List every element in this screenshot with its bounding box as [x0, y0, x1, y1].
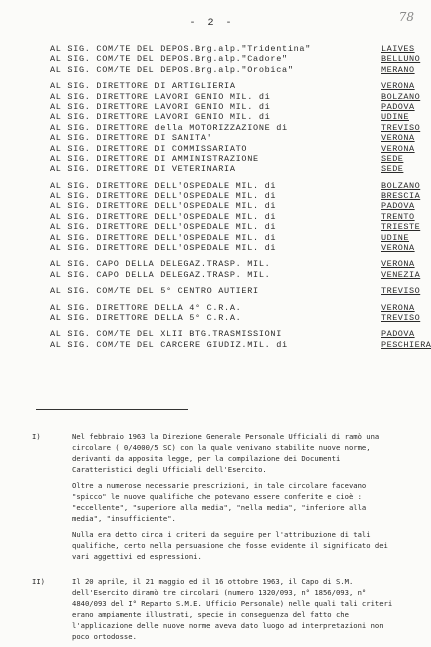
address-row	[50, 222, 424, 232]
destination-city: UDINE	[381, 112, 410, 123]
footnote-number: I)	[32, 432, 41, 441]
address-row	[50, 286, 424, 296]
addressee: AL SIG. COM/TE DEL DEPOS.Brg.alp."Tridentina"	[50, 44, 312, 54]
destination-city: LAIVES	[381, 44, 415, 54]
footnote-paragraph: Il 20 aprile, il 21 maggio ed il 16 ottobre 1963, il Capo di S.M. dell'Esercito diramò tre circolari (numero 1320/093, n° 1856/093, n° 4840/093 del I° Reparto S.M.E. Ufficio Personale) nelle quali tali criteri erano ampiamente illustrati, specie in conseguenza del fatto che l'applicazione delle nuove norme aveva dato luogo ad interpretazioni non poco ortodosse.	[72, 577, 393, 641]
address-row	[50, 303, 424, 313]
handwritten-annotation: 78	[398, 10, 414, 24]
destination-city: VERONA	[381, 133, 415, 144]
destination-city: SEDE	[381, 153, 404, 164]
footnote-paragraph: Oltre a numerose necessarie prescrizioni, in tale circolare facevano "spicco" le nuove qualifiche che potevano essere conferite e cioè : "eccellente", "superiore alla media", "nella media", "inferiore alla media", "insufficiente".	[72, 481, 367, 523]
footnote-paragraph: Nulla era detto circa i criteri da seguire per l'attribuzione di tali qualifiche, certo nella persuasione che fosse evidente il significato dei vari aggettivi ed espressioni.	[72, 530, 388, 561]
address-row	[50, 259, 424, 269]
destination-city: BOLZANO	[381, 180, 421, 191]
address-row	[50, 81, 424, 91]
address-row	[50, 92, 424, 102]
destination-city: PESCHIERA	[381, 339, 431, 350]
addressee: AL SIG. COM/TE DEL 5° CENTRO AUTIERI	[50, 286, 259, 297]
addressee: AL SIG. DIRETTORE DELL'OSPEDALE MIL. di	[50, 201, 277, 212]
addressee: AL SIG. DIRETTORE DELLA 5° C.R.A.	[50, 312, 242, 323]
addressee: AL SIG. DIRETTORE DELL'OSPEDALE MIL. di	[50, 211, 277, 222]
address-row	[50, 144, 424, 154]
footnote-number: II)	[32, 577, 45, 586]
footnote-paragraph: Nel febbraio 1963 la Direzione Generale Personale Ufficiali di ramò una circolare ( 0/4000/5 SC) con la quale venivano stabilite nuove norme, derivanti da apposita legge, per la compilazione dei Documenti Caratteristici degli Ufficiali dell'Esercito.	[72, 432, 380, 474]
destination-city: VERONA	[381, 302, 415, 313]
addressee: AL SIG. DIRETTORE DI ARTIGLIERIA	[50, 81, 236, 92]
addressee: AL SIG. DIRETTORE DI VETERINARIA	[50, 164, 236, 175]
address-row	[50, 201, 424, 211]
destination-city: BRESCIA	[381, 191, 421, 202]
address-row	[50, 164, 424, 174]
address-row	[50, 270, 424, 280]
destination-city: TRIESTE	[381, 222, 421, 233]
address-list	[50, 44, 431, 350]
addressee: AL SIG. DIRETTORE DI AMMINISTRAZIONE	[50, 153, 259, 164]
addressee: AL SIG. DIRETTORE della MOTORIZZAZIONE di	[50, 122, 288, 133]
addressee: AL SIG. DIRETTORE DELL'OSPEDALE MIL. di	[50, 243, 277, 254]
addressee: AL SIG. DIRETTORE DELL'OSPEDALE MIL. di	[50, 191, 277, 202]
addressee: AL SIG. DIRETTORE DELL'OSPEDALE MIL. di	[50, 232, 277, 243]
addressee: AL SIG. DIRETTORE DELL'OSPEDALE MIL. di	[50, 222, 277, 233]
destination-city: BELLUNO	[381, 54, 421, 65]
address-row	[50, 154, 424, 164]
destination-city: VERONA	[381, 243, 415, 254]
destination-city: PADOVA	[381, 329, 415, 340]
destination-city: MERANO	[381, 64, 415, 75]
destination-city: SEDE	[381, 164, 404, 175]
addressee: AL SIG. CAPO DELLA DELEGAZ.TRASP. MIL.	[50, 269, 271, 280]
destination-city: VERONA	[381, 259, 415, 270]
address-row	[50, 191, 424, 201]
address-row	[50, 233, 424, 243]
address-row	[50, 181, 424, 191]
address-row	[50, 313, 424, 323]
destination-city: PADOVA	[381, 201, 415, 212]
destination-city: VENEZIA	[381, 269, 421, 280]
addressee: AL SIG. COM/TE DEL CARCERE GIUDIZ.MIL. di	[50, 339, 288, 350]
addressee: AL SIG. DIRETTORE DI SANITA'	[50, 133, 213, 144]
destination-city: UDINE	[381, 232, 410, 243]
addressee: AL SIG. DIRETTORE LAVORI GENIO MIL. di	[50, 112, 271, 123]
destination-city: BOLZANO	[381, 91, 421, 102]
destination-city: VERONA	[381, 81, 415, 92]
page-number: - 2 -	[189, 18, 235, 29]
destination-city: PADOVA	[381, 101, 415, 112]
destination-city: VERONA	[381, 143, 415, 154]
addressee: AL SIG. DIRETTORE LAVORI GENIO MIL. di	[50, 91, 271, 102]
addressee: AL SIG. COM/TE DEL XLII BTG.TRASMISSIONI	[50, 329, 283, 340]
address-row	[50, 123, 424, 133]
addressee: AL SIG. CAPO DELLA DELEGAZ.TRASP. MIL.	[50, 259, 271, 270]
addressee: AL SIG. COM/TE DEL DEPOS.Brg.alp."Cadore"	[50, 54, 288, 65]
footnote-2	[32, 576, 396, 647]
address-row	[50, 133, 424, 143]
destination-city: TRENTO	[381, 211, 415, 222]
addressee: AL SIG. COM/TE DEL DEPOS.Brg.alp."Orobica"	[50, 64, 294, 75]
addressee: AL SIG. DIRETTORE LAVORI GENIO MIL. di	[50, 101, 271, 112]
footnote-divider	[36, 409, 188, 410]
address-row	[50, 65, 424, 75]
destination-city: TREVISO	[381, 286, 421, 297]
address-row	[50, 212, 424, 222]
destination-city: TREVISO	[381, 122, 421, 133]
address-row	[50, 54, 424, 64]
addressee: AL SIG. DIRETTORE DI COMMISSARIATO	[50, 143, 248, 154]
address-row	[50, 339, 431, 350]
address-row	[50, 112, 424, 122]
address-row	[50, 102, 424, 112]
address-row	[50, 243, 424, 253]
addressee: AL SIG. DIRETTORE DELLA 4° C.R.A.	[50, 302, 242, 313]
address-row	[50, 44, 424, 54]
addressee: AL SIG. DIRETTORE DELL'OSPEDALE MIL. di	[50, 180, 277, 191]
address-row	[50, 329, 424, 339]
destination-city: TREVISO	[381, 312, 421, 323]
footnote-1	[32, 431, 396, 567]
